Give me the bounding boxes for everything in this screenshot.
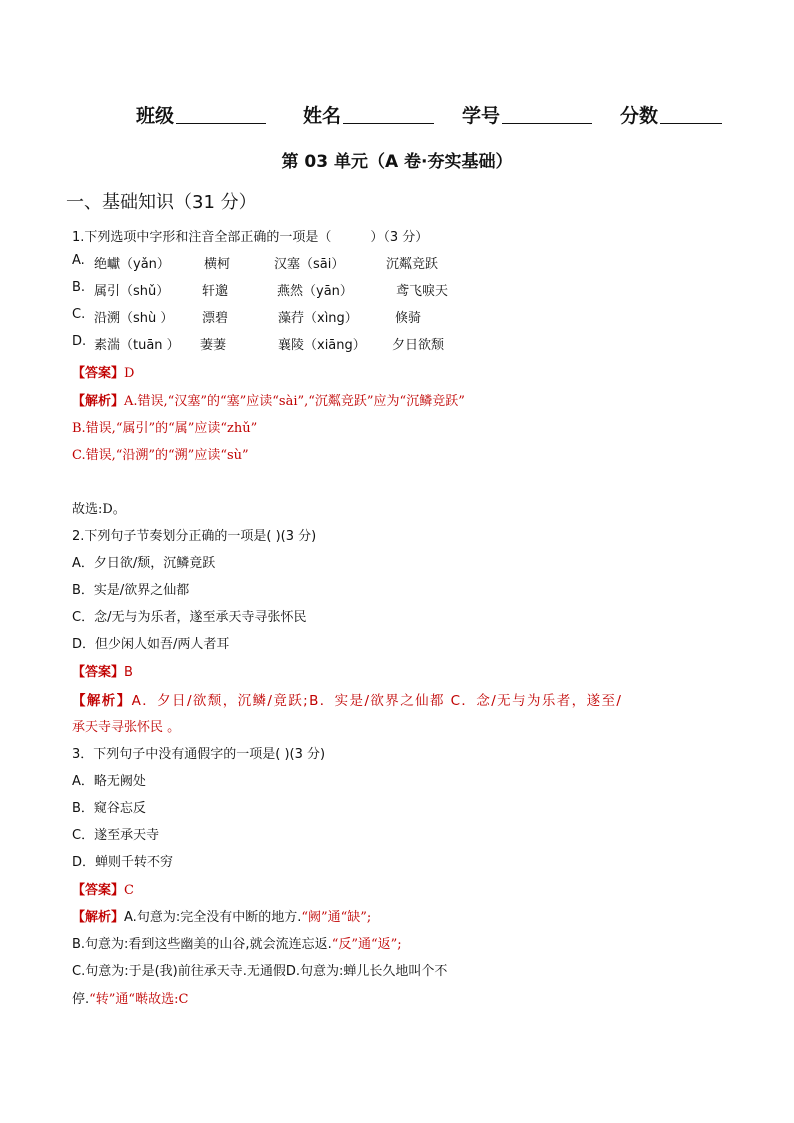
q2-stem: 2.下列句子节奏划分正确的一项是( )(3 分) xyxy=(72,529,317,544)
q2-analysis-line-2: 承天寺寻张怀民 。 xyxy=(72,720,181,735)
q1-option-c: C. 沿溯（shù ） 漂碧 藻荇（xìng） 倏骑 xyxy=(72,307,422,326)
q3-analysis-line-2: B.句意为:看到这些幽美的山谷,就会流连忘返.“反”通“返”; xyxy=(72,937,402,952)
q2-option-a: A．夕日欲/颓，沉鳞竟跃 xyxy=(72,556,216,571)
q3-option-b: B．窥谷忘反 xyxy=(72,801,146,816)
q2-option-d: D．但少闲人如吾/两人者耳 xyxy=(72,637,230,652)
q2-option-b: B．实是/欲界之仙都 xyxy=(72,583,190,598)
q1-option-b: B. 属引（shǔ） 轩邈 燕然（yān） 鸢飞唳天 xyxy=(72,280,449,299)
q3-analysis-line-4: 停.“转”通“啭故选:C xyxy=(72,992,189,1007)
q1-option-a: A. 绝巘（yǎn） 横柯 汉塞（sāi） 沉粼竞跃 xyxy=(72,253,439,272)
q2-option-c: C．念/无与为乐者，遂至承天寺寻张怀民 xyxy=(72,610,307,625)
q3-analysis-line-1: 【解析】A.句意为:完全没有中断的地方.“阙”通“缺”; xyxy=(72,910,372,925)
q3-answer: 【答案】C xyxy=(72,883,134,898)
class-blank[interactable] xyxy=(176,103,266,124)
name-label: 姓名 xyxy=(303,105,342,127)
id-blank[interactable] xyxy=(502,103,592,124)
q1-answer: 【答案】D xyxy=(72,366,135,381)
class-label: 班级 xyxy=(136,105,175,127)
q3-option-c: C．遂至承天寺 xyxy=(72,828,160,843)
section-heading: 一、基础知识（31 分） xyxy=(66,192,257,213)
name-blank[interactable] xyxy=(343,103,434,124)
q1-analysis-line-1: 【解析】A.错误,“汉塞”的“塞”应读“sài”,“沉粼竞跃”应为“沉鳞竞跃” xyxy=(72,394,465,409)
q3-option-a: A．略无阙处 xyxy=(72,774,146,789)
score-blank[interactable] xyxy=(660,103,722,124)
q1-stem: 1.下列选项中字形和注音全部正确的一项是（ ）（3 分） xyxy=(72,230,429,245)
score-label: 分数 xyxy=(620,105,659,127)
q2-analysis-line-1: 【解析】A．夕日/欲颓，沉鳞/竟跃;B．实是/欲界之仙都 C．念/无与为乐者，遂至/ xyxy=(72,693,623,709)
q1-conclusion: 故选:D。 xyxy=(72,502,126,517)
q1-option-d: D. 素湍（tuān ） 萋萋 襄陵（xiāng） 夕日欲颓 xyxy=(72,334,445,353)
page-title: 第 03 单元（A 卷·夯实基础） xyxy=(281,152,513,172)
q3-analysis-line-3: C.句意为:于是(我)前往承天寺.无通假D.句意为:蝉儿长久地叫个不 xyxy=(72,964,448,979)
q3-option-d: D．蝉则千转不穷 xyxy=(72,855,174,870)
id-label: 学号 xyxy=(462,105,501,127)
q3-stem: 3．下列句子中没有通假字的一项是( )(3 分) xyxy=(72,747,326,762)
q2-answer: 【答案】B xyxy=(72,665,133,680)
q1-analysis-line-3: C.错误,“沿溯”的“溯”应读“sù” xyxy=(72,448,249,463)
q1-analysis-line-2: B.错误,“属引”的“属”应读“zhǔ” xyxy=(72,421,258,436)
